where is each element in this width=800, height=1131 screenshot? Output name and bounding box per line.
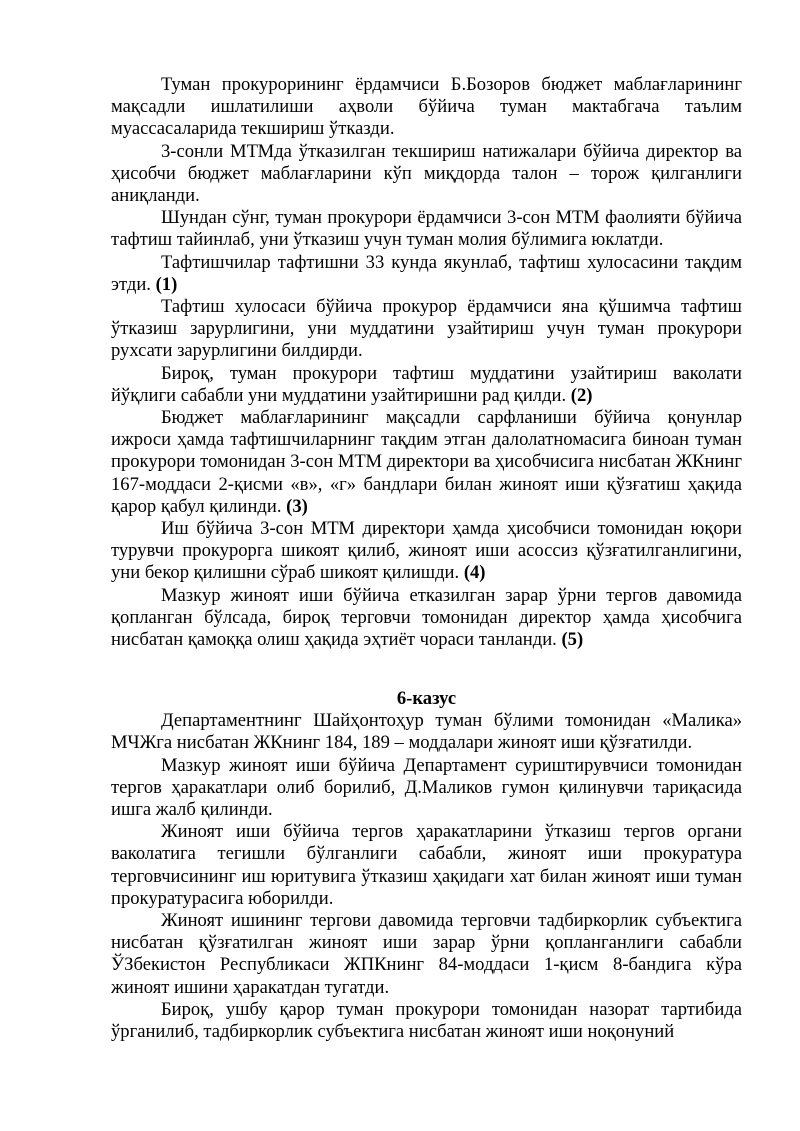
paragraph-5 bbox=[111, 296, 742, 363]
paragraph-text: Мазкур жиноят иши бўйича Департамент суриштирувчиси томонидан тергов ҳаракатлари олиб борилиб, Д.Маликов гумон қилинувчи тариқасида ишга жалб қилинди. bbox=[111, 754, 742, 821]
question-marker-2: (2) bbox=[570, 384, 593, 406]
paragraph-12 bbox=[111, 821, 742, 910]
paragraph-1 bbox=[111, 74, 742, 141]
paragraph-text: Тафтиш хулосаси бўйича прокурор ёрдамчиси яна қўшимча тафтиш ўтказиш зарурлигини, уни муддатини узайтириш учун туман прокурори рухсати зарурлигини билдирди. bbox=[111, 296, 742, 362]
paragraph-13 bbox=[111, 910, 742, 999]
paragraph-text: Иш бўйича 3-сон МТМ директори ҳамда ҳисобчиси томонидан юқори турувчи прокурорга шикоят қилиб, жиноят иши асоссиз қўзғатилганлигини, уни бекор қилишни сўраб шикоят қилишди. bbox=[111, 518, 742, 584]
paragraph-text: 3-сонли МТМда ўтказилган текшириш натижалари бўйича директор ва ҳисобчи бюджет маблағларини кўп миқдорда талон – торож қилганлиги аниқланди. bbox=[111, 140, 742, 207]
question-marker-4: (4) bbox=[463, 562, 486, 584]
case-section-5 bbox=[111, 74, 742, 651]
paragraph-text: Шундан сўнг, туман прокурори ёрдамчиси 3-сон МТМ фаолияти бўйича тафтиш тайинлаб, уни ўтказиш учун туман молия бўлимига юклатди. bbox=[111, 207, 742, 251]
paragraph-11 bbox=[111, 755, 742, 822]
paragraph-4 bbox=[111, 252, 742, 296]
paragraph-text: Бюджет маблағларининг мақсадли сарфланиши бўйича қонунлар ижроси ҳамда тафтишчиларнинг тақдим этган далолатномасига биноан туман прокурори томонидан 3-сон МТМ директори ва ҳисобчисига нисбатан ЖКнинг 167-моддаси 2-қисми «в», «г» бандлари билан жиноят иши қўзғатиш ҳақида қарор қабул қилинди. bbox=[111, 407, 742, 517]
paragraph-text: Тафтишчилар тафтишни 33 кунда якунлаб, тафтиш хулосасини тақдим этди. bbox=[111, 251, 742, 295]
question-marker-3: (3) bbox=[286, 495, 308, 517]
paragraph-14 bbox=[111, 999, 742, 1043]
paragraph-3 bbox=[111, 207, 742, 251]
paragraph-text: Жиноят иши бўйича тергов ҳаракатларини ўтказиш тергов органи ваколатига тегишли бўлганлиги сабабли, жиноят иши прокуратура терговчисининг иш юритувига ўтказиш ҳақидаги хат билан жиноят иши туман прокуратурасига юборилди. bbox=[111, 821, 742, 909]
paragraph-text: Туман прокурорининг ёрдамчиси Б.Бозоров бюджет маблағларининг мақсадли ишлатилиши аҳволи бўйича туман мактабгача таълим муассасаларида текшириш ўтказди. bbox=[111, 74, 742, 140]
paragraph-2 bbox=[111, 141, 742, 208]
paragraph-8 bbox=[111, 518, 742, 585]
paragraph-10 bbox=[111, 710, 742, 754]
paragraph-text: Мазкур жиноят иши бўйича етказилган зарар ўрни тергов давомида қопланган бўлсада, бироқ терговчи томонидан директор ҳамда ҳисобчига нисбатан қамоққа олиш ҳақида эҳтиёт чораси танланди. bbox=[111, 584, 742, 651]
paragraph-text: Бироқ, ушбу қарор туман прокурори томонидан назорат тартибида ўрганилиб, тадбиркорлик субъектига нисбатан жиноят иши ноқонуний bbox=[111, 998, 742, 1043]
paragraph-text: Департаментнинг Шайҳонтоҳур туман бўлими томонидан «Малика» МЧЖга нисбатан ЖКнинг 184, 189 – моддалари жиноят иши қўзғатилди. bbox=[111, 710, 742, 754]
paragraph-text: Жиноят ишининг тергови давомида терговчи тадбиркорлик субъектига нисбатан қўзғатилган жиноят иши зарар ўрни қопланганлиги сабабли ЎЗбекистон Республикаси ЖПКнинг 84-моддаси 1-қисм 8-бандига кўра жиноят ишини ҳаракатдан тугатди. bbox=[111, 910, 742, 998]
question-marker-1: (1) bbox=[155, 273, 178, 295]
case-section-6 bbox=[111, 688, 742, 1043]
question-marker-5: (5) bbox=[561, 629, 584, 651]
case-title: 6-казус bbox=[396, 688, 457, 709]
paragraph-9 bbox=[111, 585, 742, 652]
paragraph-text: Бироқ, туман прокурори тафтиш муддатини узайтириш ваколати йўқлиги сабабли уни муддатини узайтиришни рад қилди. bbox=[111, 362, 742, 406]
paragraph-7 bbox=[111, 407, 742, 518]
paragraph-6 bbox=[111, 363, 742, 407]
